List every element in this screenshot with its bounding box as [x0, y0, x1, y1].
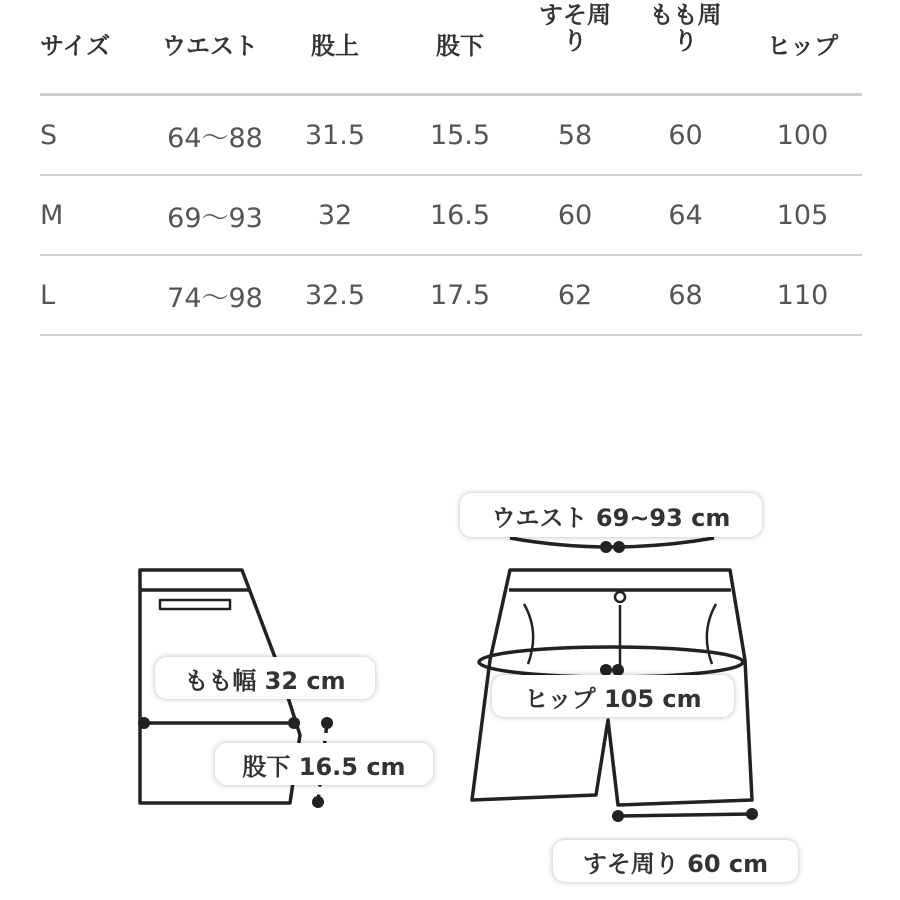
- cell-waist: 64〜88: [167, 122, 263, 154]
- side-view-pocket: [160, 600, 230, 609]
- waist-dot-right: [613, 541, 625, 553]
- thigh-dot-right: [288, 717, 300, 729]
- cell-hem: 62: [557, 279, 593, 311]
- thigh-label: もも幅 32 cm: [155, 657, 375, 699]
- cell-inseam: 17.5: [429, 279, 491, 311]
- cell-rise: 31.5: [304, 119, 366, 151]
- cell-rise: 32.5: [304, 279, 366, 311]
- inseam-dot-top: [321, 717, 333, 729]
- waist-label: ウエスト 69~93 cm: [460, 493, 762, 537]
- cell-size: S: [40, 119, 58, 151]
- front-view-right-pocket: [707, 604, 716, 664]
- hem-dot-left: [612, 810, 624, 822]
- cell-hip: 105: [776, 199, 829, 231]
- hem-line: [618, 814, 752, 816]
- cell-thigh: 64: [668, 199, 703, 231]
- cell-size: L: [40, 279, 56, 311]
- inseam-label: 股下 16.5 cm: [215, 743, 433, 785]
- thigh-dot-left: [138, 717, 150, 729]
- cell-hem: 60: [557, 199, 593, 231]
- header-hem-text: すそ周り: [539, 1, 611, 56]
- cell-size: M: [40, 199, 64, 231]
- front-view-left-pocket: [524, 604, 533, 664]
- cell-inseam: 16.5: [429, 199, 491, 231]
- hem-dot-right: [746, 808, 758, 820]
- header-rise: 股上: [311, 32, 359, 61]
- header-waist: ウエスト: [162, 32, 258, 61]
- cell-thigh: 68: [668, 279, 703, 311]
- header-hip: ヒップ: [766, 32, 839, 61]
- cell-hem: 58: [557, 119, 593, 151]
- cell-waist: 74〜98: [167, 282, 263, 314]
- header-inseam: 股下: [436, 32, 484, 61]
- waist-dot-left: [600, 541, 612, 553]
- cell-hip: 110: [776, 279, 829, 311]
- front-view-button: [615, 592, 625, 602]
- cell-thigh: 60: [668, 119, 703, 151]
- cell-rise: 32: [317, 199, 353, 231]
- cell-hip: 100: [776, 119, 829, 151]
- hem-label: すそ周り 60 cm: [553, 840, 798, 882]
- hip-label: ヒップ 105 cm: [492, 675, 734, 717]
- header-size: サイズ: [40, 32, 111, 61]
- cell-inseam: 15.5: [429, 119, 491, 151]
- header-thigh-text: もも周り: [649, 1, 722, 56]
- inseam-dot-bottom: [312, 796, 324, 808]
- cell-waist: 69〜93: [167, 202, 263, 234]
- waist-arc: [510, 538, 714, 547]
